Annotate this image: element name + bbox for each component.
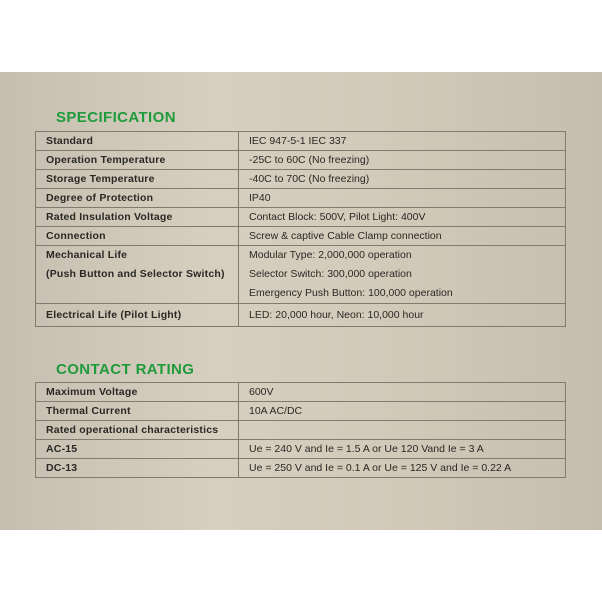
rating-value: 600V (239, 383, 566, 402)
table-row (36, 208, 566, 227)
table-row-mechanical-life (36, 246, 566, 304)
spec-value: LED: 20,000 hour, Neon: 10,000 hour (239, 304, 566, 327)
rating-label: Thermal Current (36, 402, 239, 421)
mechanical-life-label-line-1: Mechanical Life (46, 249, 128, 261)
spec-label: Storage Temperature (36, 170, 239, 189)
rating-value: 10A AC/DC (239, 402, 566, 421)
mechanical-life-values (239, 246, 566, 304)
table-row (36, 383, 566, 402)
table-row (36, 151, 566, 170)
spec-value: IP40 (239, 189, 566, 208)
mechanical-life-value-3: Emergency Push Button: 100,000 operation (249, 287, 453, 299)
specification-table (35, 131, 566, 327)
spec-value: IEC 947-5-1 IEC 337 (239, 132, 566, 151)
contact-rating-table (35, 382, 566, 478)
spec-value: Contact Block: 500V, Pilot Light: 400V (239, 208, 566, 227)
table-row (36, 459, 566, 478)
spec-label: Rated Insulation Voltage (36, 208, 239, 227)
mechanical-life-label (36, 246, 239, 304)
spec-label: Connection (36, 227, 239, 246)
table-row (36, 304, 566, 327)
mechanical-life-value-2: Selector Switch: 300,000 operation (249, 268, 412, 280)
rating-label: Maximum Voltage (36, 383, 239, 402)
specification-heading: SPECIFICATION (56, 109, 176, 126)
table-row (36, 227, 566, 246)
spec-panel (0, 72, 602, 530)
mechanical-life-value-1: Modular Type: 2,000,000 operation (249, 249, 412, 261)
table-row (36, 402, 566, 421)
spec-value: -25C to 60C (No freezing) (239, 151, 566, 170)
spec-value: -40C to 70C (No freezing) (239, 170, 566, 189)
spec-label: Operation Temperature (36, 151, 239, 170)
table-row (36, 421, 566, 440)
rating-value: Ue = 240 V and Ie = 1.5 A or Ue 120 Vand Ie = 3 A (239, 440, 566, 459)
rating-value (239, 421, 566, 440)
spec-value: Screw & captive Cable Clamp connection (239, 227, 566, 246)
table-row (36, 170, 566, 189)
contact-rating-heading: CONTACT RATING (56, 361, 195, 378)
table-row (36, 440, 566, 459)
spec-label: Electrical Life (Pilot Light) (36, 304, 239, 327)
rating-label: Rated operational characteristics (36, 421, 239, 440)
mechanical-life-label-line-2: (Push Button and Selector Switch) (46, 268, 225, 280)
table-row (36, 132, 566, 151)
rating-label: AC-15 (36, 440, 239, 459)
spec-label: Degree of Protection (36, 189, 239, 208)
rating-value: Ue = 250 V and Ie = 0.1 A or Ue = 125 V and Ie = 0.22 A (239, 459, 566, 478)
table-row (36, 189, 566, 208)
rating-label: DC-13 (36, 459, 239, 478)
spec-label: Standard (36, 132, 239, 151)
